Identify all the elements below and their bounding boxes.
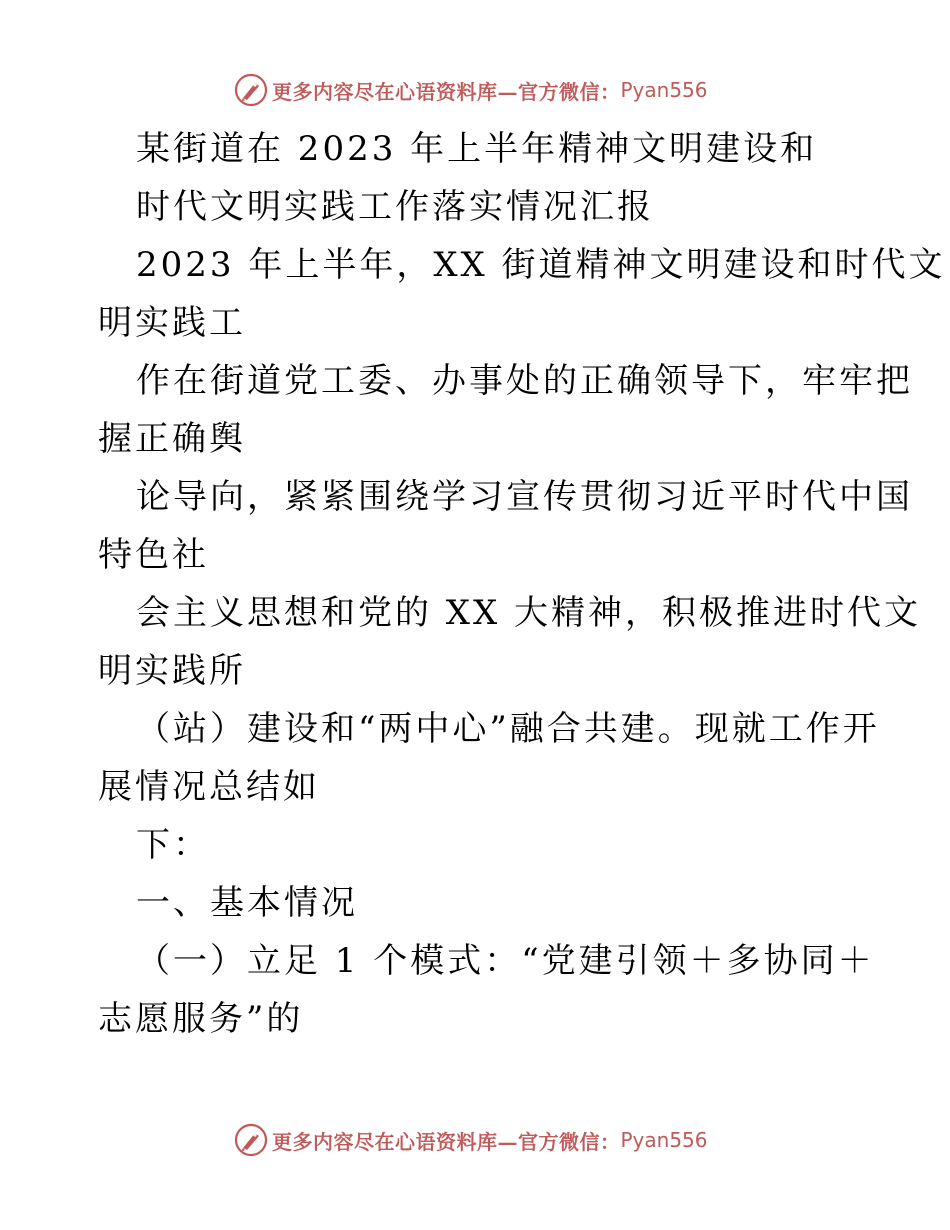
- watermark-wechat-id: Pyan556: [620, 78, 708, 102]
- paragraph-line: 展情况总结如: [98, 767, 320, 807]
- section-heading: 一、基本情况: [136, 883, 358, 923]
- header-watermark: [234, 73, 708, 107]
- title-line: 时代文明实践工作落实情况汇报: [136, 187, 654, 227]
- watermark-text: 更多内容尽在心语资料库—官方微信：: [272, 79, 621, 104]
- paragraph-line: 明实践所: [98, 651, 246, 691]
- watermark-wechat-id: Pyan556: [620, 1128, 708, 1152]
- footer-watermark: [234, 1123, 708, 1157]
- paragraph-line: 志愿服务”的: [98, 999, 304, 1039]
- document-body: [98, 120, 946, 1048]
- paragraph-line: 握正确舆: [98, 419, 246, 459]
- pen-nib-icon: [234, 73, 268, 107]
- pen-nib-icon: [234, 1123, 268, 1157]
- paragraph-line: 2023 年上半年，XX 街道精神文明建设和时代文: [136, 245, 946, 285]
- watermark-text: 更多内容尽在心语资料库—官方微信：: [272, 1129, 621, 1154]
- paragraph-line: 会主义思想和党的 XX 大精神，积极推进时代文: [136, 593, 922, 633]
- paragraph-line: （站）建设和“两中心”融合共建。现就工作开: [136, 709, 880, 749]
- subsection-heading: （一）立足 1 个模式：“党建引领＋多协同＋: [136, 941, 875, 981]
- paragraph-line: 作在街道党工委、办事处的正确领导下，牢牢把: [136, 361, 913, 401]
- paragraph-line: 明实践工: [98, 303, 246, 343]
- paragraph-line: 下：: [136, 825, 210, 865]
- paragraph-line: 论导向，紧紧围绕学习宣传贯彻习近平时代中国: [136, 477, 913, 517]
- title-line: 某街道在 2023 年上半年精神文明建设和: [136, 129, 818, 169]
- paragraph-line: 特色社: [98, 535, 209, 575]
